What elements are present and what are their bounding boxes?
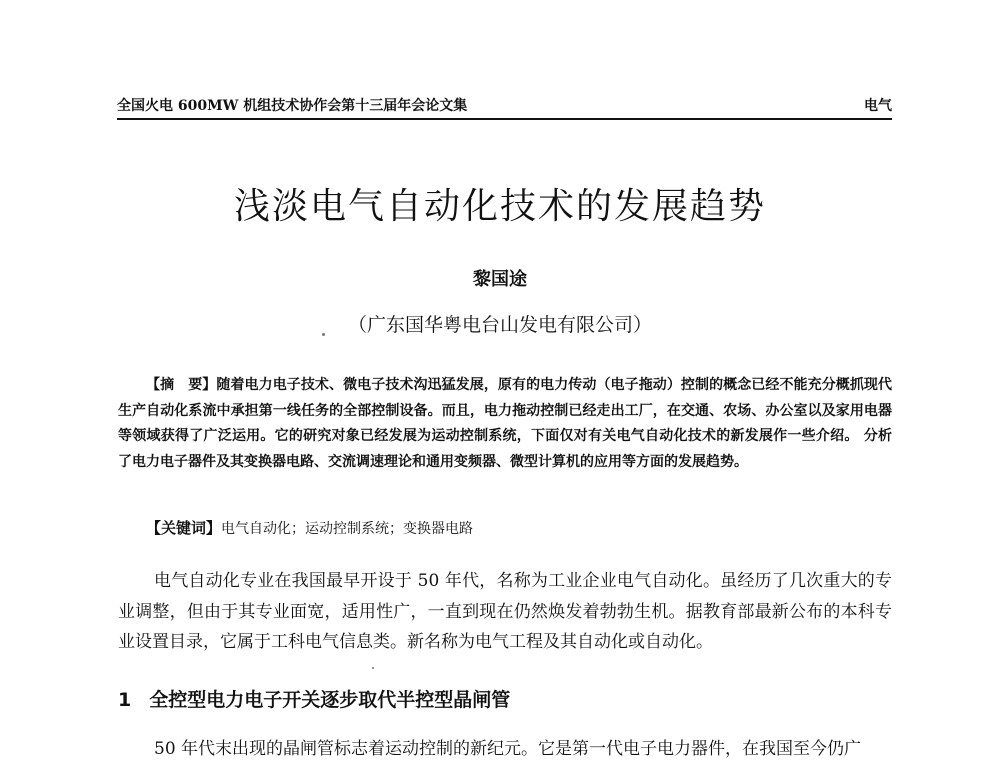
abstract [118, 373, 892, 475]
section-number: 1 [118, 689, 132, 711]
scan-speck [372, 667, 374, 669]
intro-paragraph: 电气自动化专业在我国最早开设于 50 年代，名称为工业企业电气自动化。虽经历了几次重大的专业调整，但由于其专业面宽，适用性广，一直到现在仍然焕发着勃勃生机。据教育部最新公布的本科专业设置目录，它属于工科电气信息类。新名称为电气工程及其自动化或自动化。 [118, 571, 892, 652]
keywords-label: 【关键词】 [146, 519, 222, 537]
section-heading [118, 686, 510, 714]
running-header [117, 96, 892, 120]
proceedings-title: 全国火电 600MW 机组技术协作会第十三届年会论文集 [117, 98, 468, 114]
abstract-indent [118, 377, 146, 393]
keywords [146, 516, 892, 541]
abstract-text: 随着电力电子技术、微电子技术沟迅猛发展，原有的电力传动（电子拖动）控制的概念已经不能充分概抓现代生产自动化系流中承担第一线任务的全部控制设备。而且，电力拖动控制已经走出工厂，在交通、农场、办公室以及家用电器等领域获得了广泛运用。它的研究对象已经发展为运动控制系统，下面仅对有关电气自动化技术的新发展作一些介绍。 分析了电力电子器件及其变换器电路、交流调速理论和通用变频器、微型计算机的应用等方面的发展趋势。 [118, 377, 893, 470]
section-tag: 电气 [864, 98, 892, 114]
abstract-label: 【摘 要】 [146, 377, 217, 393]
keywords-text: 电气自动化；运动控制系统；变换器电路 [221, 521, 474, 537]
author-name: 黎国途 [473, 269, 527, 290]
paper-title: 浅淡电气自动化技术的发展趋势 [233, 186, 766, 227]
affiliation: （广东国华粤电台山发电有限公司） [347, 314, 652, 336]
section-paragraph: 50 年代末出现的晶闸管标志着运动控制的新纪元。它是第一代电子电力器件，在我国至今仍广 [154, 739, 862, 759]
section-title: 全控型电力电子开关逐步取代半控型晶闸管 [149, 689, 511, 711]
